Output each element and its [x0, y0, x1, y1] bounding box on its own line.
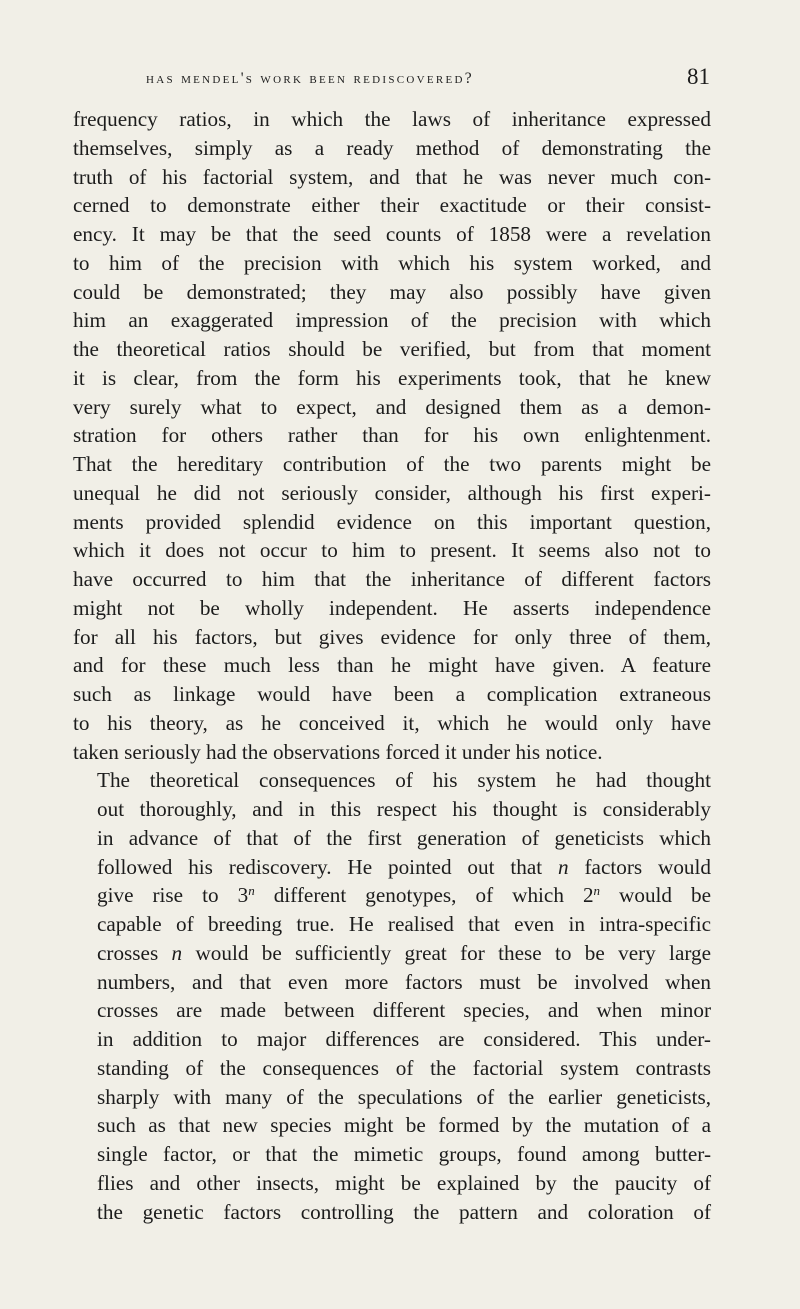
text-line: single factor, or that the mimetic groups, found among butter-: [97, 1142, 711, 1166]
text-fragment: would be sufficiently great for these to be very large: [195, 940, 712, 965]
text-line: the theoretical ratios should be verified, but from that moment: [73, 337, 711, 361]
text-line: unequal he did not seriously consider, although his first experi-: [73, 480, 711, 505]
variable-n: n: [558, 854, 569, 879]
text-line: frequency ratios, in which the laws of inheritance expressed: [73, 107, 711, 131]
text-line: That the hereditary contribution of the two parents might be: [73, 452, 711, 476]
text-line: it is clear, from the form his experiments took, that he knew: [73, 365, 711, 390]
paragraph-1: [73, 105, 711, 766]
text-line: to him of the precision with which his system worked, and: [73, 250, 711, 275]
text-fragment: would be: [619, 883, 712, 908]
text-line: such as linkage would have been a complication extraneous: [73, 682, 711, 706]
text-line: such as that new species might be formed by the mutation of a: [97, 1113, 711, 1138]
text-line: very surely what to expect, and designed them as a demon-: [73, 394, 711, 419]
text-line: ency. It may be that the seed counts of 1858 were a revelation: [73, 222, 711, 246]
two-base: 2: [582, 883, 594, 908]
page-number: 81: [687, 64, 710, 89]
text-line: ments provided splendid evidence on this important question,: [73, 509, 711, 534]
text-line: might not be wholly independent. He asserts independence: [73, 595, 711, 620]
page-header: [100, 62, 710, 96]
text-line: to his theory, as he conceived it, which he would only have: [73, 710, 711, 735]
text-line: the genetic factors controlling the pattern and coloration of: [97, 1199, 711, 1224]
text-line: [73, 939, 711, 968]
body-text: [73, 105, 711, 1226]
text-line: capable of breeding true. He realised that even in intra-specific: [97, 912, 711, 936]
text-line: standing of the consequences of the factorial system contrasts: [97, 1055, 711, 1080]
text-fragment: crosses: [97, 940, 159, 965]
text-line: in addition to major differences are considered. This under-: [97, 1027, 711, 1051]
variable-n: n: [171, 940, 183, 965]
text-line: have occurred to him that the inheritance of different factors: [73, 567, 711, 591]
running-head: has mendel's work been rediscovered?: [146, 70, 474, 87]
text-line: him an exaggerated impression of the precision with which: [73, 308, 711, 333]
exponent-n: n: [248, 883, 255, 899]
text-line: and for these much less than he might have given. A feature: [73, 653, 711, 678]
text-line: could be demonstrated; they may also possibly have given: [73, 279, 711, 304]
three-base: 3: [237, 883, 249, 908]
text-line: taken seriously had the observations forced it under his notice.: [73, 739, 603, 764]
text-line: which it does not occur to him to present. It seems also not to: [73, 538, 711, 563]
text-line: for all his factors, but gives evidence for only three of them,: [73, 624, 711, 649]
text-line: flies and other insects, might be explained by the paucity of: [97, 1170, 711, 1195]
text-line: [73, 853, 711, 882]
text-fragment: followed his rediscovery. He pointed out that: [97, 854, 543, 879]
exponent-n: n: [593, 883, 601, 899]
text-fragment: factors would: [584, 854, 711, 879]
text-line: in advance of that of the first generation of geneticists which: [97, 825, 711, 850]
paragraph-2: [73, 766, 711, 1226]
text-line: out thoroughly, and in this respect his thought is considerably: [97, 797, 711, 821]
text-line: themselves, simply as a ready method of demonstrating the: [73, 135, 711, 160]
text-fragment: give rise to: [97, 883, 219, 908]
text-line: sharply with many of the speculations of the earlier geneticists,: [97, 1084, 711, 1109]
text-line: numbers, and that even more factors must be involved when: [97, 969, 711, 994]
text-line: crosses are made between different species, and when minor: [97, 998, 711, 1023]
text-line: cerned to demonstrate either their exactitude or their consist-: [73, 193, 711, 218]
text-line: stration for others rather than for his own enlightenment.: [73, 423, 711, 448]
text-line: [73, 881, 711, 910]
text-line: truth of his factorial system, and that he was never much con-: [73, 164, 711, 189]
text-line: The theoretical consequences of his system he had thought: [97, 768, 711, 793]
text-fragment: different genotypes, of which: [273, 883, 564, 908]
